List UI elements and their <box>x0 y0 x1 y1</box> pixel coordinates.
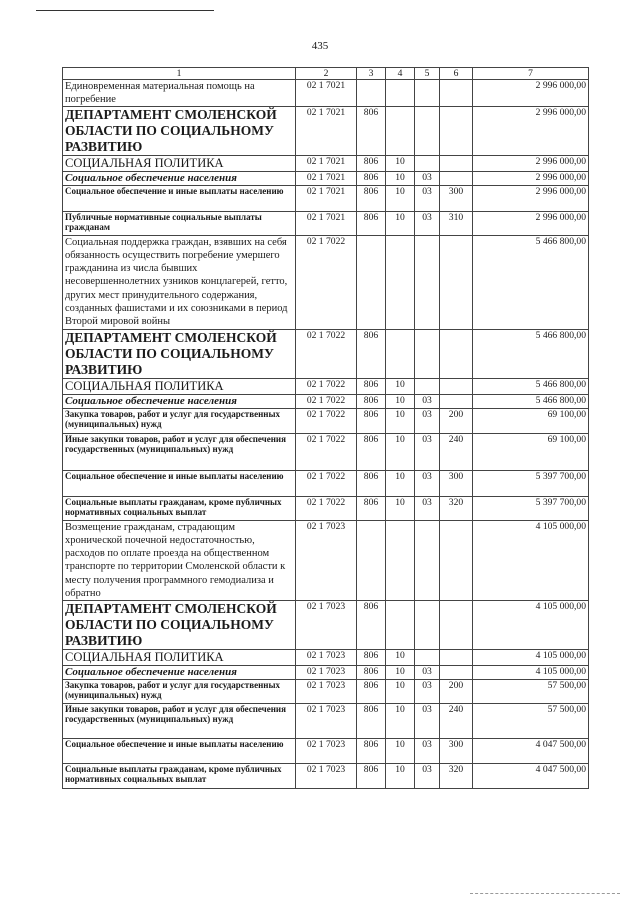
department-code-cell: 806 <box>357 764 386 789</box>
amount-cell: 2 996 000,00 <box>473 156 589 172</box>
table-row <box>63 704 589 739</box>
scan-artifact-line <box>470 893 620 894</box>
top-rule <box>36 10 214 11</box>
row-name-cell: Социальные выплаты гражданам, кроме публичных нормативных социальных выплат <box>63 497 296 521</box>
amount-cell: 69 100,00 <box>473 434 589 471</box>
target-code-cell: 02 1 7021 <box>296 186 357 212</box>
subsection-cell: 03 <box>415 434 440 471</box>
amount-cell: 57 500,00 <box>473 680 589 704</box>
row-name-cell: Социальная поддержка граждан, взявших на себя обязанность осуществить погребение умершего гражданина из числа бывших несовершеннолетних узников концлагерей, гетто, других мест принудительного содержания, созданных фашистами и их союзниками в период Второй мировой войны <box>63 236 296 330</box>
subsection-cell <box>415 650 440 666</box>
amount-cell: 4 105 000,00 <box>473 601 589 650</box>
table-row <box>63 739 589 764</box>
column-header: 3 <box>357 68 386 80</box>
target-code-cell: 02 1 7022 <box>296 434 357 471</box>
table-row <box>63 497 589 521</box>
table-row <box>63 236 589 330</box>
section-cell: 10 <box>386 704 415 739</box>
target-code-cell: 02 1 7022 <box>296 471 357 497</box>
expense-type-cell <box>440 666 473 680</box>
table-row <box>63 172 589 186</box>
expense-type-cell: 300 <box>440 471 473 497</box>
amount-cell: 2 996 000,00 <box>473 107 589 156</box>
department-code-cell: 806 <box>357 666 386 680</box>
row-name-cell: ДЕПАРТАМЕНТ СМОЛЕНСКОЙ ОБЛАСТИ ПО СОЦИАЛЬНОМУ РАЗВИТИЮ <box>63 601 296 650</box>
expense-type-cell <box>440 521 473 601</box>
department-code-cell: 806 <box>357 497 386 521</box>
section-cell: 10 <box>386 497 415 521</box>
table-row <box>63 379 589 395</box>
row-name-cell: СОЦИАЛЬНАЯ ПОЛИТИКА <box>63 379 296 395</box>
expense-type-cell <box>440 156 473 172</box>
department-code-cell <box>357 521 386 601</box>
table-row <box>63 330 589 379</box>
row-name-cell: Социальное обеспечение населения <box>63 666 296 680</box>
row-name-cell: СОЦИАЛЬНАЯ ПОЛИТИКА <box>63 650 296 666</box>
amount-cell: 5 466 800,00 <box>473 236 589 330</box>
table-row <box>63 521 589 601</box>
table-row <box>63 764 589 789</box>
department-code-cell: 806 <box>357 409 386 434</box>
subsection-cell <box>415 156 440 172</box>
section-cell: 10 <box>386 666 415 680</box>
table-row <box>63 156 589 172</box>
section-cell: 10 <box>386 212 415 236</box>
target-code-cell: 02 1 7022 <box>296 409 357 434</box>
section-cell: 10 <box>386 434 415 471</box>
row-name-cell: ДЕПАРТАМЕНТ СМОЛЕНСКОЙ ОБЛАСТИ ПО СОЦИАЛЬНОМУ РАЗВИТИЮ <box>63 107 296 156</box>
section-cell: 10 <box>386 186 415 212</box>
expense-type-cell <box>440 395 473 409</box>
department-code-cell: 806 <box>357 212 386 236</box>
subsection-cell: 03 <box>415 666 440 680</box>
subsection-cell <box>415 80 440 107</box>
amount-cell: 4 105 000,00 <box>473 666 589 680</box>
expense-type-cell <box>440 80 473 107</box>
amount-cell: 5 397 700,00 <box>473 497 589 521</box>
table-row <box>63 212 589 236</box>
subsection-cell: 03 <box>415 395 440 409</box>
subsection-cell <box>415 379 440 395</box>
subsection-cell <box>415 521 440 601</box>
target-code-cell: 02 1 7022 <box>296 379 357 395</box>
department-code-cell: 806 <box>357 704 386 739</box>
subsection-cell <box>415 601 440 650</box>
subsection-cell: 03 <box>415 212 440 236</box>
row-name-cell: Социальные выплаты гражданам, кроме публичных нормативных социальных выплат <box>63 764 296 789</box>
section-cell <box>386 521 415 601</box>
amount-cell: 57 500,00 <box>473 704 589 739</box>
row-name-cell: Иные закупки товаров, работ и услуг для обеспечения государственных (муниципальных) нужд <box>63 434 296 471</box>
amount-cell: 4 105 000,00 <box>473 650 589 666</box>
expense-type-cell <box>440 172 473 186</box>
department-code-cell: 806 <box>357 680 386 704</box>
column-header: 4 <box>386 68 415 80</box>
target-code-cell: 02 1 7023 <box>296 764 357 789</box>
expense-type-cell: 240 <box>440 704 473 739</box>
section-cell: 10 <box>386 650 415 666</box>
row-name-cell: Социальное обеспечение и иные выплаты населению <box>63 186 296 212</box>
table-row <box>63 80 589 107</box>
amount-cell: 69 100,00 <box>473 409 589 434</box>
target-code-cell: 02 1 7023 <box>296 521 357 601</box>
section-cell: 10 <box>386 680 415 704</box>
target-code-cell: 02 1 7022 <box>296 236 357 330</box>
subsection-cell: 03 <box>415 186 440 212</box>
column-header: 6 <box>440 68 473 80</box>
department-code-cell: 806 <box>357 107 386 156</box>
expense-type-cell: 200 <box>440 409 473 434</box>
section-cell: 10 <box>386 739 415 764</box>
row-name-cell: Социальное обеспечение и иные выплаты населению <box>63 739 296 764</box>
table-row <box>63 666 589 680</box>
table-row <box>63 601 589 650</box>
section-cell: 10 <box>386 471 415 497</box>
subsection-cell: 03 <box>415 764 440 789</box>
target-code-cell: 02 1 7021 <box>296 80 357 107</box>
column-header: 2 <box>296 68 357 80</box>
table-row <box>63 186 589 212</box>
expense-type-cell <box>440 236 473 330</box>
amount-cell: 5 466 800,00 <box>473 379 589 395</box>
section-cell: 10 <box>386 172 415 186</box>
expense-type-cell: 300 <box>440 186 473 212</box>
section-cell: 10 <box>386 395 415 409</box>
target-code-cell: 02 1 7023 <box>296 650 357 666</box>
subsection-cell <box>415 236 440 330</box>
table-body <box>63 80 589 789</box>
section-cell <box>386 236 415 330</box>
row-name-cell: СОЦИАЛЬНАЯ ПОЛИТИКА <box>63 156 296 172</box>
section-cell: 10 <box>386 409 415 434</box>
expense-type-cell: 240 <box>440 434 473 471</box>
subsection-cell: 03 <box>415 172 440 186</box>
department-code-cell: 806 <box>357 156 386 172</box>
column-number-row <box>63 68 589 80</box>
target-code-cell: 02 1 7023 <box>296 704 357 739</box>
table-row <box>63 471 589 497</box>
section-cell: 10 <box>386 764 415 789</box>
target-code-cell: 02 1 7021 <box>296 156 357 172</box>
target-code-cell: 02 1 7022 <box>296 395 357 409</box>
department-code-cell: 806 <box>357 434 386 471</box>
row-name-cell: Единовременная материальная помощь на погребение <box>63 80 296 107</box>
expense-type-cell: 200 <box>440 680 473 704</box>
expense-type-cell <box>440 650 473 666</box>
table-row <box>63 107 589 156</box>
section-cell: 10 <box>386 156 415 172</box>
subsection-cell: 03 <box>415 739 440 764</box>
row-name-cell: Публичные нормативные социальные выплаты гражданам <box>63 212 296 236</box>
department-code-cell: 806 <box>357 601 386 650</box>
budget-table <box>62 67 589 789</box>
department-code-cell: 806 <box>357 379 386 395</box>
row-name-cell: Иные закупки товаров, работ и услуг для обеспечения государственных (муниципальных) нужд <box>63 704 296 739</box>
department-code-cell: 806 <box>357 739 386 764</box>
subsection-cell: 03 <box>415 704 440 739</box>
row-name-cell: ДЕПАРТАМЕНТ СМОЛЕНСКОЙ ОБЛАСТИ ПО СОЦИАЛЬНОМУ РАЗВИТИЮ <box>63 330 296 379</box>
target-code-cell: 02 1 7021 <box>296 107 357 156</box>
expense-type-cell <box>440 330 473 379</box>
expense-type-cell <box>440 379 473 395</box>
amount-cell: 5 397 700,00 <box>473 471 589 497</box>
subsection-cell <box>415 107 440 156</box>
amount-cell: 4 105 000,00 <box>473 521 589 601</box>
department-code-cell: 806 <box>357 395 386 409</box>
amount-cell: 2 996 000,00 <box>473 172 589 186</box>
target-code-cell: 02 1 7022 <box>296 330 357 379</box>
column-header: 7 <box>473 68 589 80</box>
section-cell <box>386 330 415 379</box>
row-name-cell: Закупка товаров, работ и услуг для государственных (муниципальных) нужд <box>63 409 296 434</box>
amount-cell: 5 466 800,00 <box>473 330 589 379</box>
column-header: 5 <box>415 68 440 80</box>
expense-type-cell <box>440 601 473 650</box>
expense-type-cell: 320 <box>440 497 473 521</box>
amount-cell: 4 047 500,00 <box>473 739 589 764</box>
department-code-cell: 806 <box>357 471 386 497</box>
target-code-cell: 02 1 7021 <box>296 212 357 236</box>
department-code-cell: 806 <box>357 172 386 186</box>
amount-cell: 2 996 000,00 <box>473 80 589 107</box>
subsection-cell: 03 <box>415 497 440 521</box>
department-code-cell: 806 <box>357 186 386 212</box>
target-code-cell: 02 1 7023 <box>296 680 357 704</box>
target-code-cell: 02 1 7023 <box>296 601 357 650</box>
table-row <box>63 434 589 471</box>
table-row <box>63 680 589 704</box>
expense-type-cell: 300 <box>440 739 473 764</box>
section-cell: 10 <box>386 379 415 395</box>
page-number: 435 <box>311 40 329 52</box>
row-name-cell: Социальное обеспечение населения <box>63 172 296 186</box>
table-row <box>63 395 589 409</box>
expense-type-cell: 320 <box>440 764 473 789</box>
subsection-cell: 03 <box>415 471 440 497</box>
department-code-cell <box>357 236 386 330</box>
table-row <box>63 409 589 434</box>
department-code-cell: 806 <box>357 330 386 379</box>
department-code-cell <box>357 80 386 107</box>
target-code-cell: 02 1 7023 <box>296 739 357 764</box>
expense-type-cell <box>440 107 473 156</box>
column-header: 1 <box>63 68 296 80</box>
row-name-cell: Социальное обеспечение и иные выплаты населению <box>63 471 296 497</box>
expense-type-cell: 310 <box>440 212 473 236</box>
amount-cell: 2 996 000,00 <box>473 212 589 236</box>
row-name-cell: Возмещение гражданам, страдающим хронической почечной недостаточностью, расходов по оплате проезда на общественном транспорте по территории Смоленской области к месту получения программного гемодиализа и обратно <box>63 521 296 601</box>
row-name-cell: Закупка товаров, работ и услуг для государственных (муниципальных) нужд <box>63 680 296 704</box>
row-name-cell: Социальное обеспечение населения <box>63 395 296 409</box>
subsection-cell: 03 <box>415 680 440 704</box>
amount-cell: 5 466 800,00 <box>473 395 589 409</box>
amount-cell: 4 047 500,00 <box>473 764 589 789</box>
department-code-cell: 806 <box>357 650 386 666</box>
target-code-cell: 02 1 7021 <box>296 172 357 186</box>
table-row <box>63 650 589 666</box>
amount-cell: 2 996 000,00 <box>473 186 589 212</box>
section-cell <box>386 80 415 107</box>
target-code-cell: 02 1 7022 <box>296 497 357 521</box>
section-cell <box>386 601 415 650</box>
subsection-cell <box>415 330 440 379</box>
subsection-cell: 03 <box>415 409 440 434</box>
section-cell <box>386 107 415 156</box>
target-code-cell: 02 1 7023 <box>296 666 357 680</box>
